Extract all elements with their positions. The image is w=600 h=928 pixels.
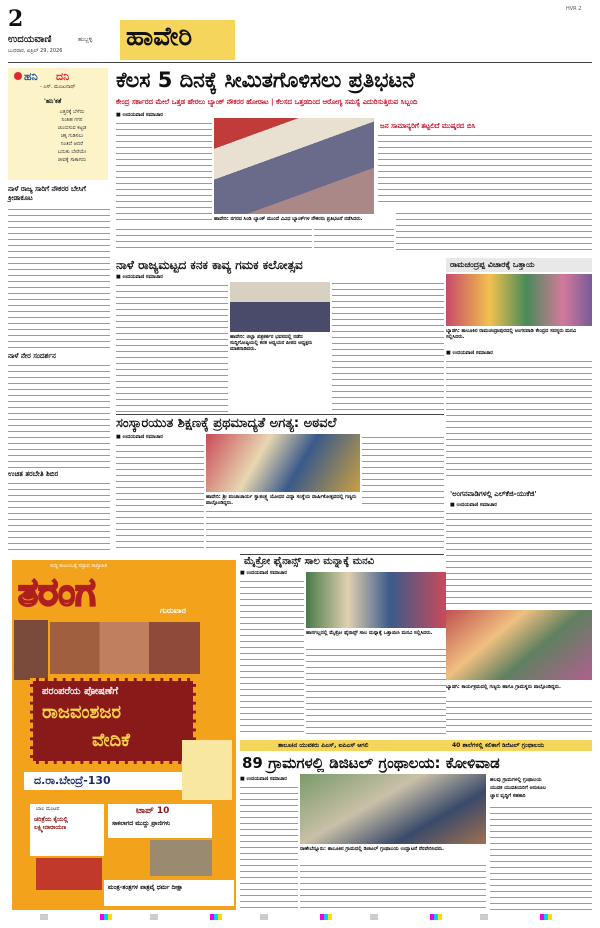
- micro-rule: [240, 554, 444, 555]
- kanaka-body-2: [332, 280, 444, 412]
- taranga-bottom: ಮಂತ್ರ-ತಂತ್ರಗಳ ಪಾತ್ರವೈ ಧರ್ಮ ದೀಕ್ಷಾ: [108, 884, 183, 891]
- left-story-3-headline: ಉಚಿತ ತರಬೇತಿ ಶಿಬಿರ: [8, 470, 59, 478]
- taranga-logo: ತರಂಗ: [18, 570, 96, 614]
- ramachandra-photo: [446, 274, 592, 326]
- honey-logo-mark: [14, 72, 22, 80]
- taranga-banner-2: ರಾಜವಂಶಜರ: [42, 702, 121, 723]
- ramachandra-byline: ■ ಉದಯವಾಣಿ ಸಮಾಚಾರ: [446, 350, 493, 356]
- taranga-person: ದ.ರಾ.ಬೇಂದ್ರೆ-130: [34, 774, 111, 787]
- kanaka-headline: ನಾಳೆ ರಾಜ್ಯಮಟ್ಟದ ಕನಕ ಕಾವ್ಯ ಗಮಕ ಕಲೋತ್ಸವ: [116, 258, 303, 272]
- micro-caption: ಹಾನಗಲ್ಲದಲ್ಲಿ ಮೈಕ್ರೋ ಫೈನಾನ್ಸ್‌ ಸಾಲ ಮನ್ನಾಕ್ಕೆ ಒತ್ತಾಯಿಸಿ ಮನವಿ ಸಲ್ಲಿಸಿದರು.: [306, 630, 433, 636]
- digital-bullet: ಜ್ಞಾನ ವೃದ್ಧಿಗೆ ಸಹಕಾರಿ: [490, 793, 526, 799]
- digital-byline: ■ ಉದಯವಾಣಿ ಸಮಾಚಾರ: [240, 776, 287, 782]
- page-tag: HVR 2: [566, 6, 582, 12]
- lead-body-col2: [116, 226, 312, 250]
- samskara-headline: ಸಂಸ್ಕಾರಯುತ ಶಿಕ್ಷಣಕ್ಕೆ ಪ್ರಥಮಾದ್ಯತೆ ಅಗತ್ಯ: ಅಠವಲೆ: [116, 416, 337, 431]
- anganwadi-headline: 'ಅಂಗನವಾಡಿಗಳಲ್ಲಿ ಎಲ್‌ಕೆಜಿ-ಯುಕೆಜಿ': [450, 490, 537, 498]
- lead-side-body: [378, 132, 592, 206]
- honey-logo-a: ಹನಿ: [24, 70, 38, 83]
- right-body: [446, 698, 592, 734]
- digital-strap-right: 40 ಶಾಲೆಗಳಲ್ಲಿ ಕಲಿಕಾಗೆ ಡಿಜಿಟಲ್‌ ಗ್ರಂಥಾಲಯ: [452, 742, 545, 749]
- taranga-box-2-label: ಚರಿತ್ರೆಯ ಕೈಯಲ್ಲಿ ಲಕ್ಷ್ಮೀನಾರಾಯಣ: [34, 816, 68, 831]
- lead-photo: [214, 118, 374, 214]
- taranga-animal: [150, 840, 212, 876]
- left-story-2-body: [8, 362, 110, 470]
- samskara-byline: ■ ಉದಯವಾಣಿ ಸಮಾಚಾರ: [116, 434, 163, 440]
- honey-title: 'ಹನಿ'ಕತೆ: [44, 98, 62, 105]
- taranga-box-1-label: ಬಾಲ ಮಂಟಪ: [36, 806, 60, 812]
- left-story-2-headline: ನಾಳೆ ನೇರ ಸಂದರ್ಶನ: [8, 352, 56, 360]
- masthead-rule: [8, 62, 592, 63]
- lead-body-col4: [396, 210, 592, 250]
- digital-body: [240, 784, 298, 912]
- micro-body: [240, 578, 304, 734]
- kanaka-photo: [230, 282, 330, 332]
- kanaka-body: [116, 282, 228, 412]
- honey-author: - ಎಸ್. ಮಂಜುನಾಥ್: [40, 84, 76, 90]
- lead-side-headline: ಜನ ಸಾಮಾನ್ಯರಿಗೆ ತಟ್ಟಲಿದೆ ಮುಷ್ಕರದ ಬಿಸಿ: [380, 122, 476, 130]
- brand-name: ಉದಯವಾಣಿ: [8, 34, 52, 45]
- kanaka-byline: ■ ಉದಯವಾಣಿ ಸಮಾಚಾರ: [116, 274, 163, 280]
- digital-strap-left: ತಾಲೂಕಿನ ಯುವಕರು ಪಿಎಸ್‌, ಐಪಿಎಸ್‌ ಆಗಲಿ: [278, 742, 369, 749]
- lead-subheadline: ಕೇಂದ್ರ ಸರ್ಕಾರದ ಮೇಲೆ ಒತ್ತಡ ಹೇರಲು ಬ್ಯಾಂಕ್‌ ನೌಕರರ ಹೋರಾಟ | ಕೆಲಸದ ಒತ್ತಡದಿಂದ ಆರೋಗ್ಯ ಸಮಸ್ಯೆ ಎದುರಿಸುತ್ತಿರುವ ಸಿಬ್ಬಂದಿ: [116, 98, 418, 106]
- digital-photo: [300, 774, 486, 844]
- issue-date: ಬುಧವಾರ, ಏಪ್ರಿಲ್ 29, 2026: [8, 48, 63, 54]
- taranga-flag: [36, 858, 102, 890]
- digital-caption: ರಾಣೇಬೆನ್ನೂರು: ತಾಲೂಕಿನ ಗ್ರಾಮದಲ್ಲಿ ಡಿಜಿಟಲ್‌ ಗ್ರಂಥಾಲಯ ಉದ್ಘಾಟನೆ ನೆರವೇರಿಸಿದರು.: [300, 846, 444, 852]
- taranga-banner-1: ಪರಂಪರೆಯ ಪೋಷಣೆಗೆ: [42, 686, 119, 697]
- lead-byline: ■ ಉದಯವಾಣಿ ಸಮಾಚಾರ: [116, 112, 163, 118]
- right-photo: [446, 610, 592, 680]
- taranga-top: ಸುದ್ದಿ ಕುಟುಂಬಕ್ಕೆ ಸದ್ಭಾವ ಸಾಪ್ತಾಹಿಕ: [50, 563, 107, 569]
- micro-byline: ■ ಉದಯವಾಣಿ ಸಮಾಚಾರ: [240, 570, 287, 576]
- left-story-3-body: [8, 480, 110, 552]
- honey-poem: ಎತ್ತರಕ್ಕೆ ಬೆಳೆದು ನಿಂತಿಹ ಗಗನ ಚುಂಬಿಸುವ ಕಟ್ಟಡ ಚಿಕ್ಕ ಗುಡಿಸಲು ನಿಂತಿದೆ ಆದರೆ ಬದುಕು ಬೇರೆಯೇ ಜೀವಕ್ಕೆ ಸಾಕಾಗದು: [57, 109, 87, 163]
- right-photo-caption: ಬ್ಯಾಡಗಿ: ಕಾರ್ಯಕ್ರಮದಲ್ಲಿ ಗಣ್ಯರು ಹಾಗೂ ಗ್ರಾಮಸ್ಥರು ಪಾಲ್ಗೊಂಡಿದ್ದರು.: [446, 684, 561, 690]
- samskara-caption: ಹಾವೇರಿ: ಶ್ರೀ ಪಂಚಾಚಾರ್ಯ ಸ್ವಾತಂತ್ರ್ಯ ಯೋಧರ ವಿದ್ಯಾ ಸಂಸ್ಥೆಯ ವಾರ್ಷಿಕೋತ್ಸವದಲ್ಲಿ ಗಣ್ಯರು ಪಾಲ್ಗೊಂಡಿದ್ದರು.: [206, 494, 357, 506]
- anganwadi-byline: ■ ಉದಯವಾಣಿ ಸಮಾಚಾರ: [450, 502, 497, 508]
- taranga-box-3: ಸಾಕಲಾಗದ ಮುದ್ದು ಪ್ರಾಣಿಗಳು: [112, 820, 171, 827]
- digital-bullets: [490, 776, 592, 800]
- micro-body-2: [306, 646, 446, 734]
- digital-headline: 89 ಗ್ರಾಮಗಳಲ್ಲಿ ಡಿಜಿಟಲ್‌ ಗ್ರಂಥಾಲಯ: ಕೋಳಿವಾಡ: [242, 754, 500, 772]
- edition-name: ಹುಬ್ಬಳ್ಳಿ: [78, 36, 93, 43]
- kanaka-caption: ಹಾವೇರಿ: ಜಿಲ್ಲಾ ಪತ್ರಕರ್ತರ ಭವನದಲ್ಲಿ ನಡೆದ ಸುದ್ದಿಗೋಷ್ಠಿಯಲ್ಲಿ ಕನಕ ಅಧ್ಯಯನ ಪೀಠದ ಅಧ್ಯಕ್ಷರು ಮಾತನಾಡಿದರು.: [230, 334, 313, 352]
- honey-logo-b: ದನಿ: [56, 70, 70, 83]
- lead-body-col1: [116, 120, 212, 224]
- micro-headline: ಮೈಕ್ರೋ ಫೈನಾನ್ಸ್‌ ಸಾಲ ಮನ್ನಾಕ್ಕೆ ಮನವಿ: [244, 556, 375, 567]
- section-title: ಹಾವೇರಿ: [126, 22, 193, 52]
- digital-bullet: ಯುವಕ ಯುವತಿಯರಿಗೆ ಅನುಕೂಲ: [490, 785, 546, 791]
- taranga-person-photo: [182, 740, 232, 800]
- left-story-1-headline: ನಾಳೆ ರಾಜ್ಯ ಸಾರಿಗೆ ನೌಕರರ ಬೇಸಿಗೆ ಕ್ರೀಡಾಕೂಟ: [8, 185, 86, 202]
- digital-body-2: [300, 862, 486, 912]
- ramachandra-caption: ಬ್ಯಾಡಗಿ: ತಾಲೂಕಿನ ರಾಮಚಂದ್ರಾಪುರದಲ್ಲಿ ಅಂಗನವಾಡಿ ಕೇಂದ್ರದ ಸದಸ್ಯರು ಮನವಿ ಸಲ್ಲಿಸಿದರು.: [446, 328, 577, 340]
- digital-bullet: ಹಲವು ಗ್ರಾಮಗಳಲ್ಲಿ ಗ್ರಂಥಾಲಯ: [490, 777, 542, 783]
- taranga-faces: [50, 622, 200, 674]
- lead-photo-caption: ಹಾವೇರಿ: ನಗರದ ಸಿಂಡಿ ಬ್ಯಾಂಕ್‌ ಮುಂದೆ ವಿವಿಧ ಬ್ಯಾಂಕ್‌ಗಳ ನೌಕರರು ಪ್ರತಿಭಟನೆ ನಡೆಸಿದರು.: [214, 216, 363, 222]
- micro-photo: [306, 572, 446, 628]
- taranga-day: ಗುರುವಾರ: [160, 606, 186, 615]
- ramachandra-body: [446, 358, 592, 478]
- taranga-top10: ಟಾಪ್‌ 10: [136, 806, 170, 816]
- taranga-banner-3: ವೇದಿಕೆ: [92, 730, 130, 751]
- samskara-body: [116, 442, 204, 552]
- anganwadi-body: [446, 510, 592, 606]
- lead-headline: ಕೆಲಸ 5 ದಿನಕ್ಕೆ ಸೀಮಿತಗೊಳಿಸಲು ಪ್ರತಿಭಟನೆ: [116, 68, 415, 92]
- print-registration-strip: [40, 914, 560, 920]
- ramachandra-headline: ರಾಮಚಂದ್ರಪ್ಪ ವಿಚಾರಕ್ಕೆ ಒತ್ತಾಯ: [450, 260, 535, 269]
- digital-body-3: [490, 804, 592, 912]
- samskara-body-2: [206, 508, 444, 552]
- lead-body-col3: [314, 226, 394, 250]
- samskara-body-3: [362, 434, 444, 506]
- samskara-photo: [206, 434, 360, 492]
- samskara-rule: [116, 414, 444, 415]
- page-number: 2: [8, 6, 24, 32]
- taranga-side-photo: [14, 620, 48, 680]
- left-story-1-body: [8, 206, 110, 351]
